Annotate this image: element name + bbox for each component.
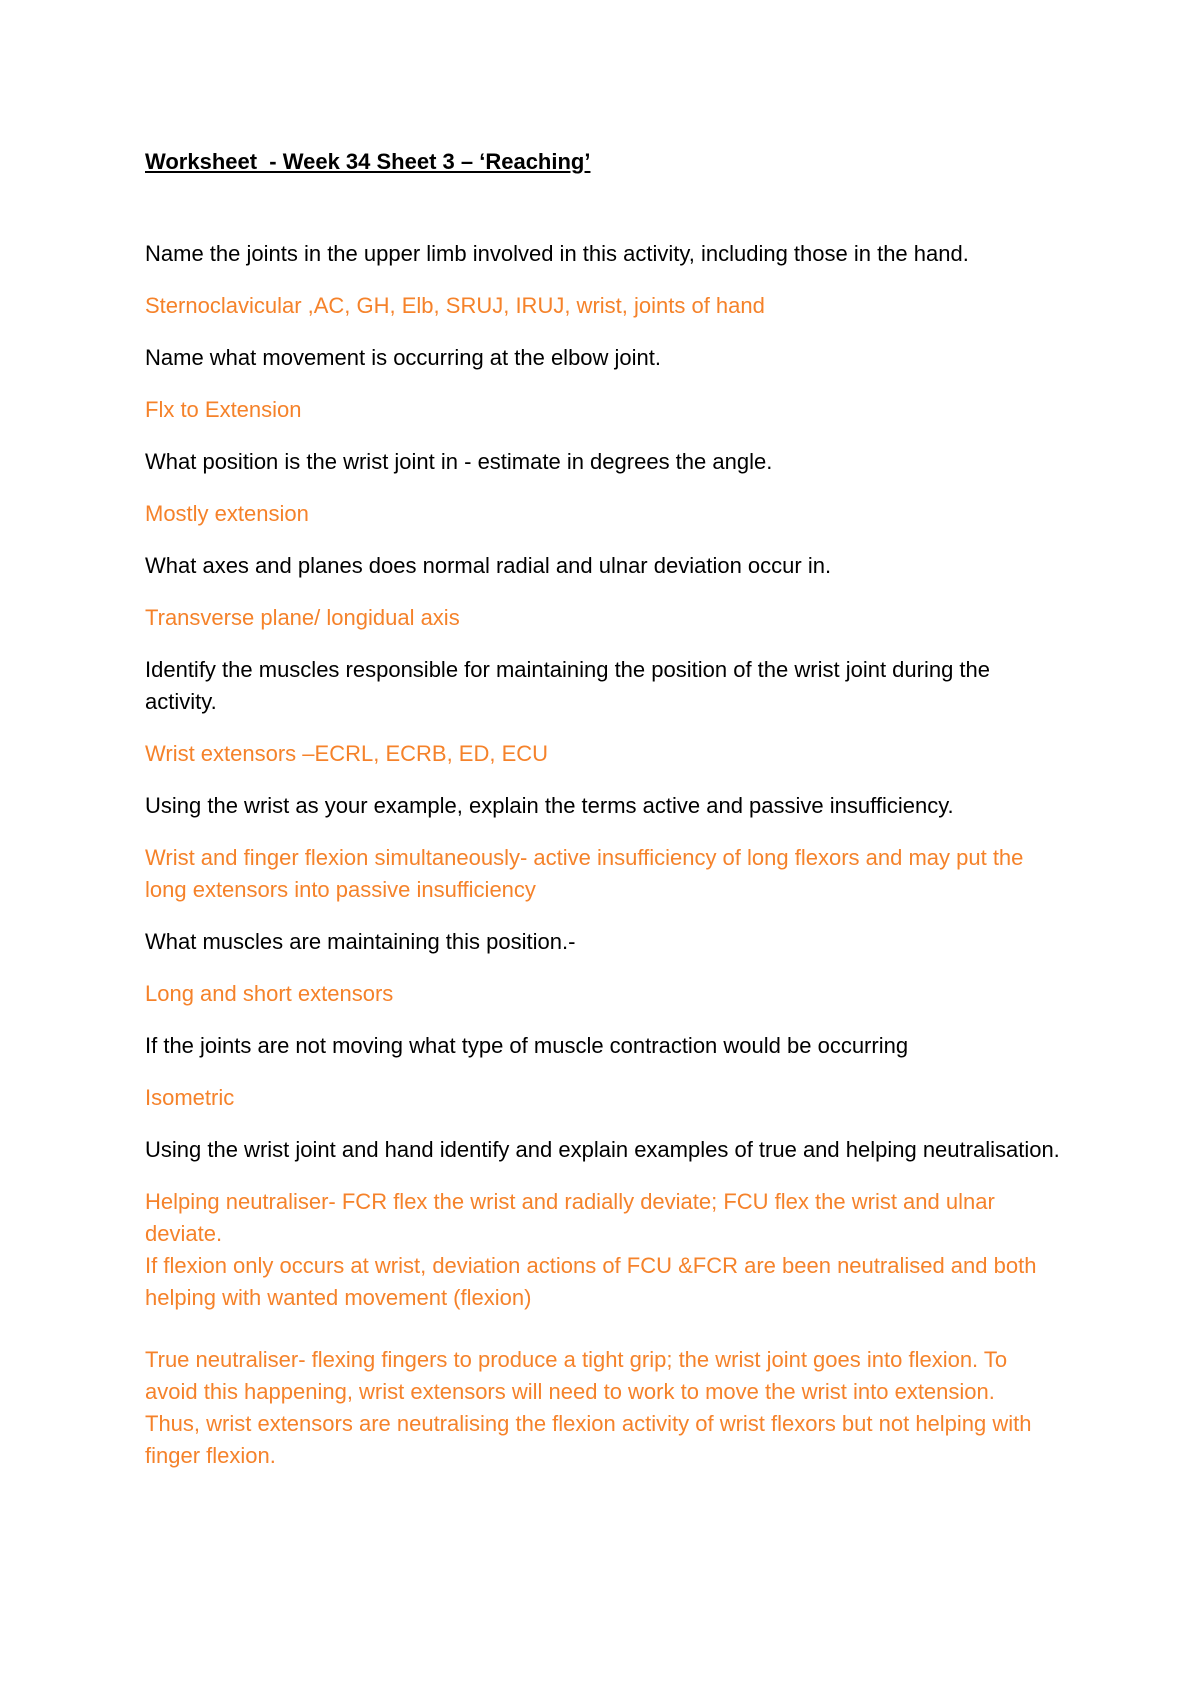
answer-4 (145, 602, 1065, 634)
worksheet-title: Worksheet - Week 34 Sheet 3 – ‘Reaching’ (145, 149, 591, 174)
question-2: Name what movement is occurring at the elbow joint. (145, 345, 662, 370)
answer-line: True neutraliser- flexing fingers to produce a tight grip; the wrist joint goes into flexion. To avoid this happening, wrist extensors will need to work to move the wrist into extension. (145, 1347, 1008, 1404)
answer-line: Isometric (145, 1085, 235, 1110)
answer-line: Wrist and finger flexion simultaneously- active insufficiency of long flexors and may put the long extensors into passive insufficiency (145, 845, 1024, 902)
answer-3 (145, 498, 1065, 530)
question-8: If the joints are not moving what type of muscle contraction would be occurring (145, 1033, 909, 1058)
answer-8 (145, 1082, 1065, 1114)
answer-true-neutraliser (145, 1344, 1065, 1472)
answer-line: Helping neutraliser- FCR flex the wrist and radially deviate; FCU flex the wrist and ulnar deviate. (145, 1189, 995, 1246)
answer-line: Mostly extension (145, 501, 309, 526)
answer-line: If flexion only occurs at wrist, deviation actions of FCU &FCR are been neutralised and both helping with wanted movement (flexion) (145, 1253, 1037, 1310)
answer-6 (145, 842, 1065, 906)
answer-line: Thus, wrist extensors are neutralising the flexion activity of wrist flexors but not helping with finger flexion. (145, 1411, 1032, 1468)
question-1: Name the joints in the upper limb involved in this activity, including those in the hand. (145, 241, 969, 266)
answer-7 (145, 978, 1065, 1010)
answer-9 (145, 1186, 1065, 1314)
question-4: What axes and planes does normal radial and ulnar deviation occur in. (145, 553, 832, 578)
question-7: What muscles are maintaining this position.- (145, 929, 576, 954)
question-5: Identify the muscles responsible for maintaining the position of the wrist joint during the activity. (145, 657, 991, 714)
answer-line: Flx to Extension (145, 397, 302, 422)
answer-1 (145, 290, 1065, 322)
answer-line: Sternoclavicular ,AC, GH, Elb, SRUJ, IRUJ, wrist, joints of hand (145, 293, 765, 318)
question-6: Using the wrist as your example, explain the terms active and passive insufficiency. (145, 793, 954, 818)
answer-2 (145, 394, 1065, 426)
question-3: What position is the wrist joint in - estimate in degrees the angle. (145, 449, 773, 474)
question-9: Using the wrist joint and hand identify and explain examples of true and helping neutralisation. (145, 1137, 1060, 1162)
answer-5 (145, 738, 1065, 770)
answer-line: Wrist extensors –ECRL, ECRB, ED, ECU (145, 741, 549, 766)
answer-line: Transverse plane/ longidual axis (145, 605, 460, 630)
worksheet-body (145, 146, 1065, 1492)
answer-line: Long and short extensors (145, 981, 394, 1006)
